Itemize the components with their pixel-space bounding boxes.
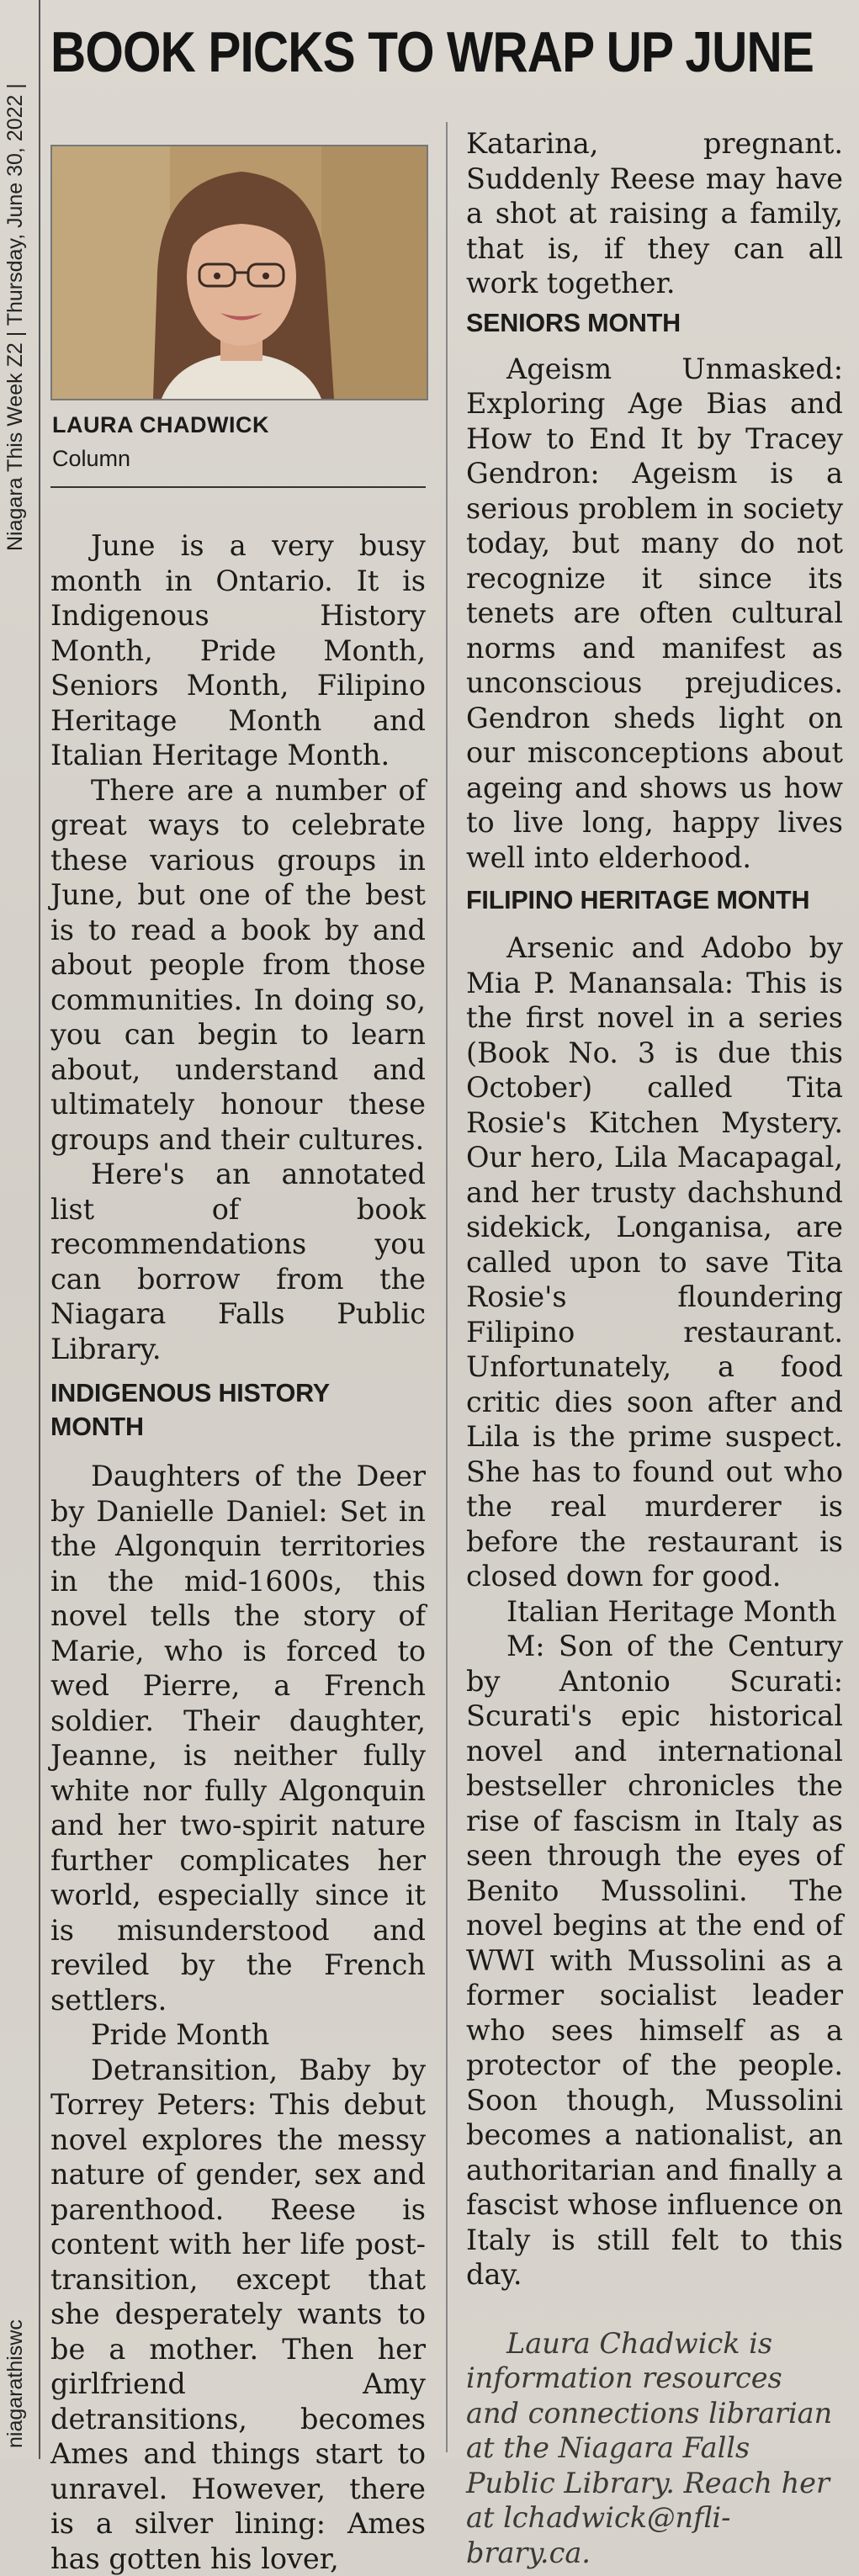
- body-paragraph: Ageism Unmasked: Exploring Age Bias and How to End It by Tracey Gendron: Ageism is a serious problem in society today, but many do not recognize it since its tenets are often cultural norms and manifest as unconscious prejudices. Gendron sheds light on our misconceptions about ageing and shows us how to live long, happy lives well into elderhood.: [466, 352, 843, 876]
- subsection-label: Italian Heritage Month: [466, 1594, 843, 1630]
- byline-role: Column: [52, 446, 422, 472]
- side-rule: [39, 0, 40, 2459]
- signature-text: Laura Chadwick is information resources and connections librarian at the Niagara Falls Public Library. Reach her at lchadwick@nfli-brary.ca.: [466, 2326, 843, 2571]
- section-heading-indigenous: INDIGENOUS HISTORY MONTH: [50, 1376, 426, 1444]
- side-footer: niagarathiswc: [3, 2319, 28, 2448]
- body-paragraph: Daughters of the Deer by Danielle Daniel: Set in the Algonquin territories in the mid-1600s, this novel tells the story of Marie, who is forced to wed Pierre, a French soldier. Their daughter, Jeanne, is neither fully white nor fully Algonquin and her two-spirit nature further complicates her world, especially since it is misunderstood and reviled by the French settlers.: [50, 1459, 426, 2017]
- intro-paragraph: June is a very busy month in Ontario. It is Indigenous History Month, Pride Month, Seniors Month, Filipino Heritage Month and Italian Heritage Month.: [50, 528, 426, 773]
- side-header: Niagara This Week Z2 | Thursday, June 30, 2022 |: [3, 13, 28, 551]
- byline-name: LAURA CHADWICK: [52, 412, 422, 438]
- headline: BOOK PICKS TO WRAP UP JUNE: [50, 24, 738, 81]
- section-heading-filipino: FILIPINO HERITAGE MONTH: [466, 883, 843, 917]
- author-signature: [466, 2326, 843, 2571]
- body-paragraph: Arsenic and Adobo by Mia P. Manansala: This is the first novel in a series (Book No. 3 is due this October) called Tita Rosie's Kitchen Mystery. Our hero, Lila Macapagal, and her trusty dachshund sidekick, Longanisa, are called upon to save Tita Rosie's floundering Filipino restaurant. Unfortunately, a food critic dies soon after and Lila is the prime suspect. She has to found out who the real murderer is before the restaurant is closed down for good.: [466, 930, 843, 1594]
- body-paragraph: Detransition, Baby by Torrey Peters: This debut novel explores the messy nature of gender, sex and parenthood. Reese is content with her life post-transition, except that she desperately wants to be a mother. Then her girlfriend Amy detransitions, becomes Ames and things start to unravel. However, there is a silver lining: Ames has gotten his lover,: [50, 2053, 426, 2576]
- left-column: [50, 528, 426, 2576]
- column-rule: [446, 122, 448, 2452]
- section-heading-seniors: SENIORS MONTH: [466, 306, 843, 340]
- body-paragraph: Katarina, pregnant. Suddenly Reese may have a shot at raising a family, that is, if they can all work together.: [466, 126, 843, 301]
- byline-rule: [50, 486, 426, 488]
- intro-paragraph: There are a number of great ways to celebrate these various groups in June, but one of the best is to read a book by and about people from those communities. In doing so, you can begin to learn about, understand and ultimately honour these groups and their cultures.: [50, 773, 426, 1158]
- side-strip: [0, 0, 47, 2459]
- intro-paragraph: Here's an annotated list of book recommendations you can borrow from the Niagara Falls Public Library.: [50, 1157, 426, 1366]
- body-paragraph: M: Son of the Century by Antonio Scurati: Scurati's epic historical novel and international bestseller chronicles the rise of fascism in Italy as seen through the eyes of Benito Mussolini. The novel begins at the end of WWI with Mussolini as a former socialist leader who sees himself as a protector of the people. Soon though, Mussolini becomes a nationalist, an authoritarian and finally a fascist whose influence on Italy is still felt to this day.: [466, 1629, 843, 2292]
- author-photo: [50, 145, 428, 400]
- right-column: [466, 126, 843, 2570]
- subsection-label: Pride Month: [50, 2017, 426, 2053]
